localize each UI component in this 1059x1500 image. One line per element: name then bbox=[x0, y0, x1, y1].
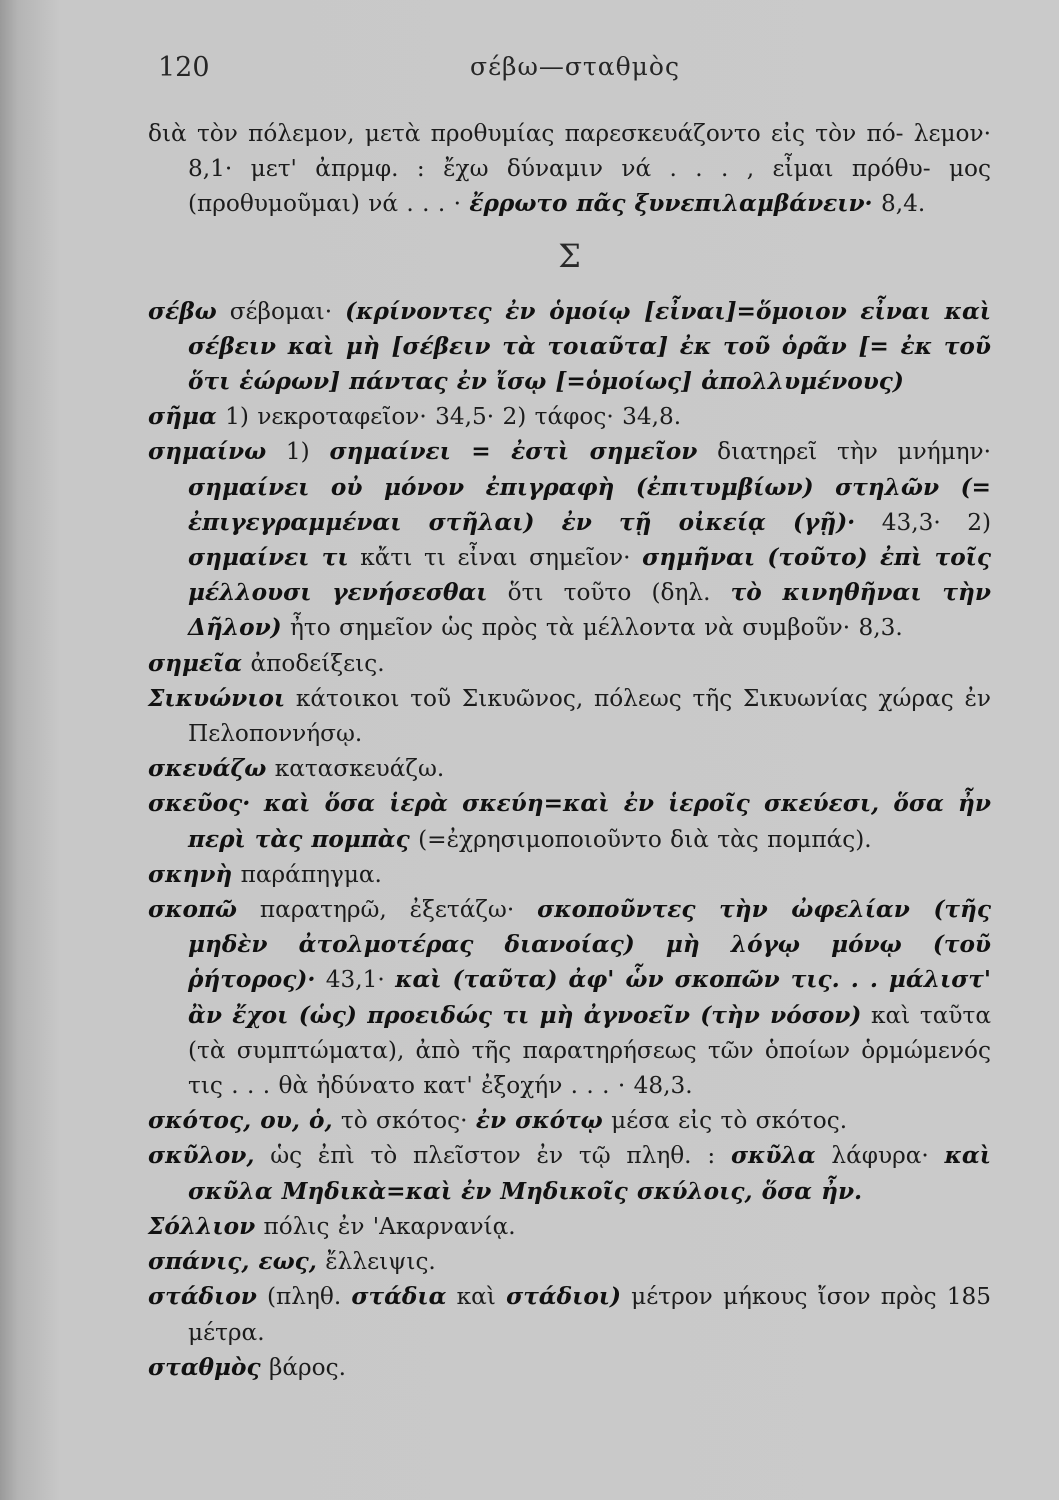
entry-quote: σκῦλα bbox=[730, 1142, 816, 1170]
page-header bbox=[158, 52, 988, 92]
page-number: 120 bbox=[158, 52, 210, 83]
entry-quote: σημῆναι (τοῦτο) ἐπὶ τοῖς μέλλουσι γενήσεσθαι bbox=[188, 544, 991, 607]
entry-text: καὶ ταῦτα (τὰ συμπτώματα), ἀπὸ τῆς παρατηρήσεως τῶν ὁποίων ὁρμώμενός τις . . . θὰ ἠδύνατο κατ' ἐξοχήν . . . · 48,3. bbox=[188, 1001, 991, 1100]
entry-skeuos bbox=[148, 786, 991, 856]
entry-quote: σημαίνει τι bbox=[188, 544, 349, 572]
entry-skylon bbox=[148, 1138, 991, 1208]
entry-text: ὡς ἐπὶ τὸ πλεῖστον ἐν τῷ πληθ. : bbox=[270, 1142, 716, 1170]
entry-quote: τὸ κινηθῆναι τὴν Δῆλον) bbox=[188, 579, 991, 642]
entry-text: κἄτι τι εἶναι σημεῖον· bbox=[360, 544, 631, 572]
entry-stathmos bbox=[148, 1350, 991, 1385]
entry-text: 43,3· 2) bbox=[881, 508, 992, 536]
entry-quote: σκοποῦντες τὴν ὠφελίαν (τῆς μηδὲν ἀτολμοτέρας διανοίας) μὴ λόγῳ μόνῳ (τοῦ ῥήτορος)· bbox=[188, 896, 992, 994]
entry-text: (=ἐχρησιμοποιοῦντο διὰ τὰς πομπάς). bbox=[418, 825, 872, 853]
entry-lemma: σκότος, ου, ὁ, bbox=[148, 1107, 333, 1135]
entry-text: βάρος. bbox=[268, 1353, 346, 1381]
entry-text: παράπηγμα. bbox=[240, 860, 382, 888]
entry-spanis bbox=[148, 1244, 991, 1279]
entry-lemma: σπάνις, εως, bbox=[148, 1248, 317, 1276]
entry-quote: σημαίνει = ἐστὶ σημεῖον bbox=[329, 438, 698, 466]
entry-lemma: σῆμα bbox=[148, 403, 217, 431]
continuation-line-4: 8,4. bbox=[881, 190, 926, 218]
entry-lemma: στάδιον bbox=[148, 1283, 257, 1311]
continuation-quote: ἔρρωτο πᾶς ξυνεπιλαμβάνειν· bbox=[469, 190, 873, 218]
entry-sollion bbox=[148, 1209, 991, 1244]
entry-lemma: σκευάζω bbox=[148, 755, 267, 783]
entry-text: ἔλλειψις. bbox=[325, 1248, 436, 1276]
entry-lemma: σκηνὴ bbox=[148, 860, 233, 888]
entry-text: 1) νεκροταφεῖον· 34,5· 2) τάφος· 34,8. bbox=[225, 403, 682, 431]
entry-quote: σημαίνει οὐ μόνον ἐπιγραφὴ (ἐπιτυμβίων) στηλῶν (= ἐπιγεγραμμέναι στῆλαι) ἐν τῇ οἰκείᾳ (γῇ)· bbox=[188, 473, 991, 536]
entry-lemma: σταθμὸς bbox=[148, 1353, 261, 1381]
entry-skopo bbox=[148, 892, 991, 1103]
entry-text: ἀποδείξεις. bbox=[250, 649, 385, 677]
continuation-paragraph bbox=[148, 116, 991, 222]
entry-lemma: σκεῦος· bbox=[148, 790, 251, 818]
entry-lemma: σκοπῶ bbox=[148, 896, 237, 924]
continuation-line-2: λεμον· 8,1· μετ' ἀπρμφ. : ἔχω δύναμιν νά . . . , εἶμαι πρόθυ- bbox=[188, 120, 991, 183]
entry-skene bbox=[148, 857, 991, 892]
entry-lemma: σκῦλον, bbox=[148, 1142, 255, 1170]
entry-text: καὶ bbox=[456, 1283, 496, 1311]
entry-skotos bbox=[148, 1103, 991, 1138]
entry-quote: στάδια bbox=[351, 1283, 447, 1311]
entry-lemma: Σόλλιον bbox=[148, 1212, 256, 1240]
entry-lemma: σέβω bbox=[148, 297, 217, 325]
entry-text: παρατηρῶ, ἐξετάζω· bbox=[259, 896, 515, 924]
entry-text: τὸ σκότος· bbox=[340, 1107, 468, 1135]
entry-text: μέτρον μήκους ἴσον πρὸς 185 μέτρα. bbox=[188, 1283, 992, 1346]
entry-text: σέβομαι· bbox=[229, 297, 333, 325]
entry-lemma: σημεῖα bbox=[148, 649, 243, 677]
entry-text: πόλις ἐν 'Ακαρνανίᾳ. bbox=[263, 1212, 516, 1240]
entry-text: (πληθ. bbox=[266, 1283, 342, 1311]
entry-sebo bbox=[148, 294, 991, 400]
entry-text: 1) bbox=[285, 438, 310, 466]
entry-text: κάτοικοι τοῦ Σικυῶνος, πόλεως τῆς Σικυωνίας χώρας ἐν Πελοποννήσῳ. bbox=[188, 684, 992, 748]
continuation-line-3a: μος (προθυμοῦμαι) νά . . . · bbox=[188, 155, 991, 218]
entry-text: μέσα εἰς τὸ σκότος. bbox=[611, 1107, 848, 1135]
entry-text: 43,1· bbox=[325, 966, 385, 994]
entry-quote: καὶ ὅσα ἱερὰ σκεύη=καὶ ἐν ἱεροῖς σκεύεσι, ὅσα ἦν περὶ τὰς πομπὰς bbox=[188, 790, 991, 853]
entry-text: λάφυρα· bbox=[831, 1142, 929, 1170]
entry-sema bbox=[148, 399, 991, 434]
running-head: σέβω—σταθμὸς bbox=[470, 52, 680, 81]
section-letter-sigma: Σ bbox=[558, 236, 581, 275]
entry-text: ἦτο σημεῖον ὡς πρὸς τὰ μέλλοντα νὰ συμβοῦν· 8,3. bbox=[290, 614, 903, 642]
entry-sikyonioi bbox=[148, 681, 991, 751]
entry-quote: ἐν σκότῳ bbox=[475, 1107, 603, 1135]
entry-skeuazo bbox=[148, 751, 991, 786]
dictionary-content bbox=[148, 116, 991, 1385]
entry-semaino bbox=[148, 434, 991, 645]
entry-quote: καὶ (ταῦτα) ἀφ' ὧν σκοπῶν τις. . . μάλιστ' ἂν ἔχοι (ὡς) προειδώς τι μὴ ἀγνοεῖν (τὴν νόσον) bbox=[188, 966, 991, 1029]
entry-semeia bbox=[148, 646, 991, 681]
entry-text: διατηρεῖ τὴν μνήμην· bbox=[717, 438, 992, 466]
entry-lemma: Σικυώνιοι bbox=[148, 684, 286, 712]
entry-stadion bbox=[148, 1279, 991, 1349]
continuation-line-1: διὰ τὸν πόλεμον, μετὰ προθυμίας παρεσκευάζοντο εἰς τὸν πό- bbox=[148, 120, 904, 147]
entry-quote: στάδιοι) bbox=[506, 1283, 621, 1311]
entry-text: κατασκευάζω. bbox=[274, 755, 445, 783]
entry-text: ὅτι τοῦτο (δηλ. bbox=[507, 579, 711, 607]
entry-lemma: σημαίνω bbox=[148, 438, 267, 466]
entry-quote: καὶ σκῦλα Μηδικὰ=καὶ ἐν Μηδικοῖς σκύλοις, ὅσα ἦν. bbox=[188, 1142, 991, 1205]
entry-quote: (κρίνοντες ἐν ὁμοίῳ [εἶναι]=ὅμοιον εἶναι καὶ σέβειν καὶ μὴ [σέβειν τὰ τοιαῦτα] ἐκ τοῦ ὁρᾶν [= ἐκ τοῦ ὅτι ἑώρων] πάντας ἐν ἴσῳ [=ὁμοίως] ἀπολλυμένους) bbox=[188, 297, 992, 396]
